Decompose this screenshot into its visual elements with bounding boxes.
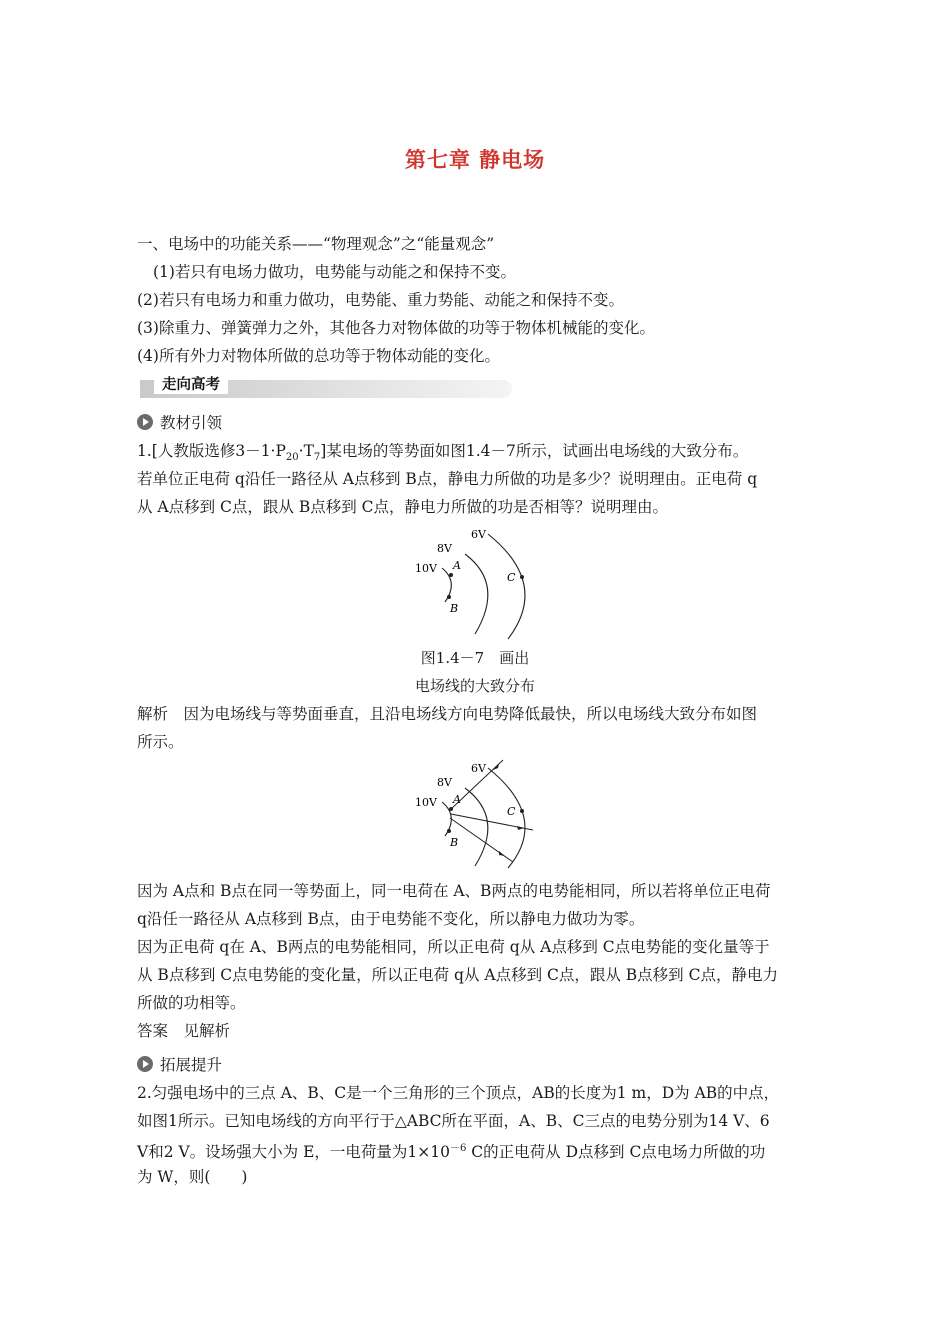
point-b bbox=[447, 829, 451, 833]
label-c: C bbox=[507, 571, 516, 584]
explanation-line: 所做的功相等。 bbox=[137, 994, 246, 1012]
analysis-line: 解析 因为电场线与等势面垂直，且沿电场线方向电势降低最快，所以电场线大致分布如图 bbox=[137, 705, 758, 723]
label-10v: 10V bbox=[415, 796, 437, 809]
banner-label: 走向高考 bbox=[154, 376, 228, 394]
label-a: A bbox=[453, 793, 461, 806]
figure-caption: 图1.4－7 画出 bbox=[420, 649, 530, 667]
explanation-line: 因为正电荷 q在 A、B两点的电势能相同，所以正电荷 q从 A点移到 C点电势能的变化量等于 bbox=[137, 938, 770, 956]
explanation-line: q沿任一路径从 A点移到 B点，由于电势能不变化，所以静电力做功为零。 bbox=[137, 910, 645, 928]
question-2-line: V和2 V。设场强大小为 E，一电荷量为$1\times 10^{-6}$ C的正电荷从 D点移到 C点电场力所做的功 bbox=[137, 1143, 766, 1162]
explanation-line: 因为 A点和 B点在同一等势面上，同一电荷在 A、B两点的电势能相同，所以若将单位正电荷 bbox=[137, 882, 771, 900]
play-icon bbox=[137, 414, 153, 430]
equipotential-figure bbox=[405, 522, 545, 642]
label-6v: 6V bbox=[471, 762, 486, 775]
list-item: (1)若只有电场力做功，电势能与动能之和保持不变。 bbox=[153, 263, 516, 281]
list-item: (4)所有外力对物体所做的总功等于物体动能的变化。 bbox=[137, 347, 500, 365]
list-item: (3)除重力、弹簧弹力之外，其他各力对物体做的功等于物体机械能的变化。 bbox=[137, 319, 655, 337]
explanation-line: 从 B点移到 C点电势能的变化量，所以正电荷 q从 A点移到 C点，跟从 B点移到 C点，静电力 bbox=[137, 966, 778, 984]
question-2-line: 为 W，则( ) bbox=[137, 1168, 248, 1186]
point-c bbox=[520, 809, 524, 813]
point-b bbox=[447, 595, 451, 599]
page-title: 第七章 静电场 bbox=[404, 148, 546, 172]
question-1-line: 若单位正电荷 q沿任一路径从 A点移到 B点，静电力所做的功是多少？说明理由。正电荷 q bbox=[137, 470, 758, 488]
label-c: C bbox=[507, 805, 516, 818]
play-icon bbox=[137, 1056, 153, 1072]
label-8v: 8V bbox=[437, 542, 452, 555]
label-10v: 10V bbox=[415, 562, 437, 575]
question-2-line: 2.匀强电场中的三点 A、B、C是一个三角形的三个顶点，AB的长度为1 m，D为 AB的中点， bbox=[137, 1084, 780, 1102]
list-item: (2)若只有电场力和重力做功，电势能、重力势能、动能之和保持不变。 bbox=[137, 291, 624, 309]
question-1-line: 1.[人教版选修$3-1\cdot P_{20}\cdot T_7$]某电场的等势面如图1.4－7所示，试画出电场线的大致分布。 bbox=[137, 442, 749, 464]
section-heading: 一、电场中的功能关系——“物理观念”之“能量观念” bbox=[137, 235, 495, 253]
section-banner bbox=[140, 376, 512, 398]
figure-caption: 电场线的大致分布 bbox=[414, 677, 535, 695]
label-b: B bbox=[450, 602, 459, 615]
label-a: A bbox=[453, 559, 461, 572]
label-b: B bbox=[450, 836, 459, 849]
subsection-extension bbox=[137, 1054, 222, 1074]
subsection-label: 教材引领 bbox=[160, 414, 223, 432]
equipotential-8v bbox=[465, 788, 488, 866]
arrow-icon bbox=[517, 826, 524, 830]
equipotential-6v bbox=[488, 768, 525, 868]
label-8v: 8V bbox=[437, 776, 452, 789]
analysis-line: 所示。 bbox=[137, 733, 184, 751]
field-lines-figure bbox=[405, 758, 545, 870]
point-a bbox=[449, 807, 453, 811]
equipotential-8v bbox=[465, 554, 488, 634]
subsection-textbook bbox=[137, 412, 222, 432]
point-c bbox=[520, 575, 524, 579]
label-6v: 6V bbox=[471, 528, 486, 541]
answer-line: 答案 见解析 bbox=[137, 1022, 231, 1040]
point-a bbox=[449, 573, 453, 577]
subsection-label: 拓展提升 bbox=[160, 1056, 223, 1074]
question-2-line: 如图1所示。已知电场线的方向平行于△ABC所在平面，A、B、C三点的电势分别为14 V、6 bbox=[137, 1112, 770, 1130]
equipotential-6v bbox=[488, 534, 525, 639]
question-1-line: 从 A点移到 C点，跟从 B点移到 C点，静电力所做的功是否相等？说明理由。 bbox=[137, 498, 669, 516]
